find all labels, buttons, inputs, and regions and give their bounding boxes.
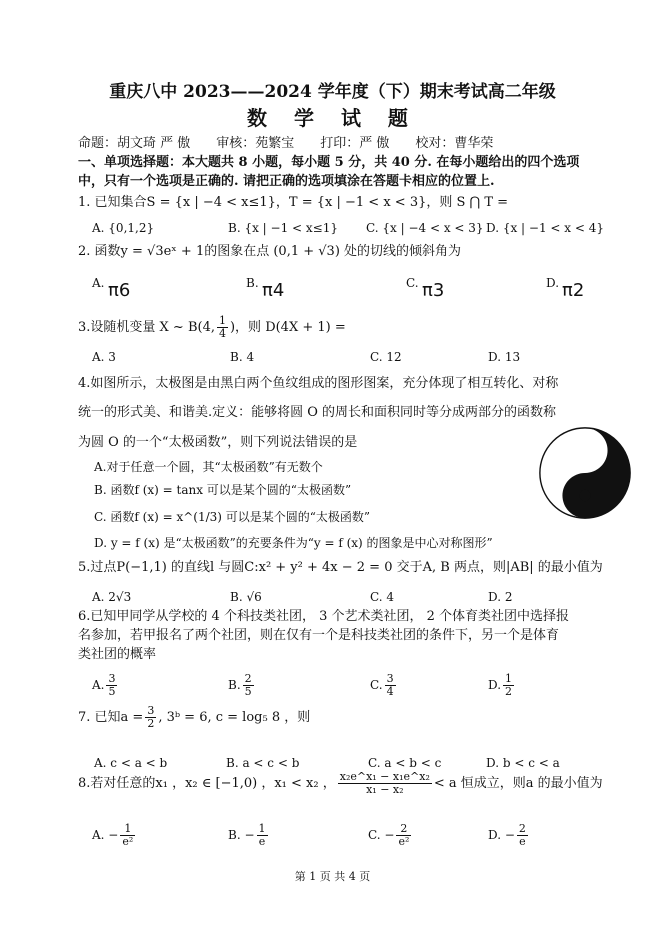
q6-option-c-fraction xyxy=(385,673,396,698)
q4-option-a: A.对于任意一个圆，其“太极函数”有无数个 xyxy=(94,460,323,474)
q5-option-c: C. 4 xyxy=(370,590,395,604)
q5-option-a: A. 2√3 xyxy=(92,590,132,604)
q3-stem-suffix: )，则 D(4X + 1) = xyxy=(229,320,346,335)
q8-stem-prefix: 8.若对任意的x₁ ，x₂ ∈ [−1,0) ，x₁ < x₂ ， xyxy=(78,776,336,791)
q7-fraction-numerator: 3 xyxy=(147,704,155,717)
q8-option-b xyxy=(228,820,270,850)
q8-option-a-denominator: e² xyxy=(122,835,134,848)
q7-fraction xyxy=(145,705,156,730)
q6-option-b-denominator: 5 xyxy=(244,685,252,698)
q3-option-c: C. 12 xyxy=(370,350,402,364)
q7-fraction-denominator: 2 xyxy=(147,717,155,730)
q2-option-c-label: C. xyxy=(406,276,419,290)
page-footer: 第 1 页 共 4 页 xyxy=(294,870,371,883)
q8-option-b-fraction xyxy=(257,823,268,848)
q6-option-a-label: A. xyxy=(92,678,105,692)
taiji-diagram xyxy=(538,426,632,520)
q6-option-a-numerator: 3 xyxy=(108,672,116,685)
q8-option-b-label: B. − xyxy=(228,828,255,842)
q4-option-c: C. 函数f (x) = x^(1/3) 可以是某个圆的“太极函数” xyxy=(94,510,371,524)
q6-option-c-denominator: 4 xyxy=(386,685,394,698)
q6-option-d xyxy=(488,670,516,700)
q8-option-d-numerator: 2 xyxy=(518,822,526,835)
q3-option-a: A. 3 xyxy=(92,350,116,364)
q1-option-d: D. {x | −1 < x < 4} xyxy=(486,221,604,235)
q2-option-d-label: D. xyxy=(546,276,560,290)
q3-stem-prefix: 3.设随机变量 X ~ B(4, xyxy=(78,320,215,335)
q2-option-d-value: π2 xyxy=(562,280,585,301)
q6-option-a xyxy=(92,670,119,700)
q7-option-d: D. b < c < a xyxy=(486,756,560,770)
q6-option-b-label: B. xyxy=(228,678,241,692)
q6-option-a-denominator: 5 xyxy=(108,685,116,698)
exam-title: 重庆八中 2023——2024 学年度（下）期末考试高二年级 xyxy=(109,82,556,102)
q8-option-d xyxy=(488,820,530,850)
q6-option-b-numerator: 2 xyxy=(244,672,252,685)
q8-option-d-fraction xyxy=(517,823,528,848)
q8-option-a-fraction xyxy=(120,823,135,848)
q7-option-b: B. a < c < b xyxy=(226,756,300,770)
taiji-dark-dot xyxy=(579,490,590,501)
q3-option-b: B. 4 xyxy=(230,350,255,364)
q8-option-c-denominator: e² xyxy=(398,835,410,848)
q8-stem-suffix: < a 恒成立，则a 的最小值为 xyxy=(433,776,603,791)
q8-fraction-denominator: x₁ − x₂ xyxy=(366,783,404,796)
q6-option-a-fraction xyxy=(106,673,117,698)
q8-option-c-fraction xyxy=(396,823,411,848)
taiji-light-dot xyxy=(579,445,590,456)
q2-option-b-label: B. xyxy=(246,276,259,290)
q7-stem-suffix: , 3ᵇ = 6, c = log₅ 8 ，则 xyxy=(158,710,311,725)
q8-option-c-numerator: 2 xyxy=(396,823,411,836)
q2-option-c-value: π3 xyxy=(422,280,445,301)
question-6-line3: 类社团的概率 xyxy=(78,647,157,662)
question-4-line3: 为圆 O 的一个“太极函数”，则下列说法错误的是 xyxy=(78,435,358,450)
q8-option-b-denominator: e xyxy=(258,835,266,848)
q3-option-d: D. 13 xyxy=(488,350,521,364)
question-8-stem xyxy=(78,768,603,800)
question-6-line2: 名参加，若甲报名了两个社团，则在仅有一个是科技类社团的条件下，另一个是体育 xyxy=(78,628,560,643)
q6-option-c-label: C. xyxy=(370,678,383,692)
q8-option-a-numerator: 1 xyxy=(120,823,135,836)
q6-option-b xyxy=(228,670,256,700)
q6-option-d-denominator: 2 xyxy=(505,685,513,698)
question-4-line1: 4.如图所示，太极图是由黑白两个鱼纹组成的图形图案，充分体现了相互转化、对称 xyxy=(78,376,559,391)
q7-option-a: A. c < a < b xyxy=(94,756,168,770)
q6-option-d-label: D. xyxy=(488,678,502,692)
q4-option-b: B. 函数f (x) = tanx 可以是某个圆的“太极函数” xyxy=(94,483,352,497)
q6-option-b-fraction xyxy=(243,673,254,698)
q8-fraction-numerator: x₂e^x₁ − x₁e^x₂ xyxy=(339,770,430,783)
q6-option-d-fraction xyxy=(503,673,514,698)
q1-option-c: C. {x | −4 < x < 3} xyxy=(366,221,484,235)
section-instructions-line1: 一、单项选择题：本大题共 8 小题，每小题 5 分，共 40 分. 在每小题给出的四个选项 xyxy=(78,155,580,170)
question-2-stem: 2. 函数y = √3eˣ + 1的图象在点 (0,1 + √3) 处的切线的倾斜角为 xyxy=(78,244,462,259)
q8-option-d-label: D. − xyxy=(488,828,515,842)
q1-option-b: B. {x | −1 < x≤1} xyxy=(228,221,338,235)
question-3-stem xyxy=(78,314,346,342)
q7-option-c: C. a < b < c xyxy=(368,756,442,770)
q8-option-b-numerator: 1 xyxy=(258,822,266,835)
q2-option-a-label: A. xyxy=(92,276,105,290)
section-instructions-line2: 中，只有一个选项是正确的. 请把正确的选项填涂在答题卡相应的位置上. xyxy=(78,174,495,189)
q6-option-c-numerator: 3 xyxy=(386,672,394,685)
q8-option-c xyxy=(368,820,413,850)
q2-option-b-value: π4 xyxy=(262,280,285,301)
q8-option-a xyxy=(92,820,137,850)
q5-option-b: B. √6 xyxy=(230,590,262,604)
q3-fraction xyxy=(217,315,228,340)
q8-option-d-denominator: e xyxy=(519,835,526,848)
question-1-stem: 1. 已知集合S = {x | −4 < x≤1}，T = {x | −1 < x < 3}，则 S ⋂ T = xyxy=(78,195,509,210)
q8-fraction xyxy=(338,771,432,796)
q3-fraction-denominator: 4 xyxy=(218,327,226,340)
q4-option-d: D. y = f (x) 是“太极函数”的充要条件为“y = f (x) 的图象是中心对称图形” xyxy=(94,536,493,550)
q6-option-d-numerator: 1 xyxy=(505,672,513,685)
exam-credits: 命题：胡文琦 严 傲 审核：苑繁宝 打印：严 傲 校对：曹华荣 xyxy=(78,136,494,151)
q6-option-c xyxy=(370,670,398,700)
q8-option-c-label: C. − xyxy=(368,828,395,842)
q3-fraction-numerator: 1 xyxy=(218,314,226,327)
q1-option-a: A. {0,1,2} xyxy=(92,221,155,235)
question-6-line1: 6.已知甲同学从学校的 4 个科技类社团， 3 个艺术类社团， 2 个体育类社团中选择报 xyxy=(78,609,570,624)
question-4-line2: 统一的形式美、和谐美.定义：能够将圆 O 的周长和面积同时等分成两部分的函数称 xyxy=(78,405,557,420)
question-5-stem: 5.过点P(−1,1) 的直线l 与圆C:x² + y² + 4x − 2 = 0 交于A, B 两点，则|AB| 的最小值为 xyxy=(78,560,603,575)
q5-option-d: D. 2 xyxy=(488,590,513,604)
exam-subject-title: 数 学 试 题 xyxy=(247,106,418,130)
q7-stem-prefix: 7. 已知a = xyxy=(78,710,144,725)
question-7-stem xyxy=(78,704,310,732)
q2-option-a-value: π6 xyxy=(108,280,131,301)
q8-option-a-label: A. − xyxy=(92,828,119,842)
